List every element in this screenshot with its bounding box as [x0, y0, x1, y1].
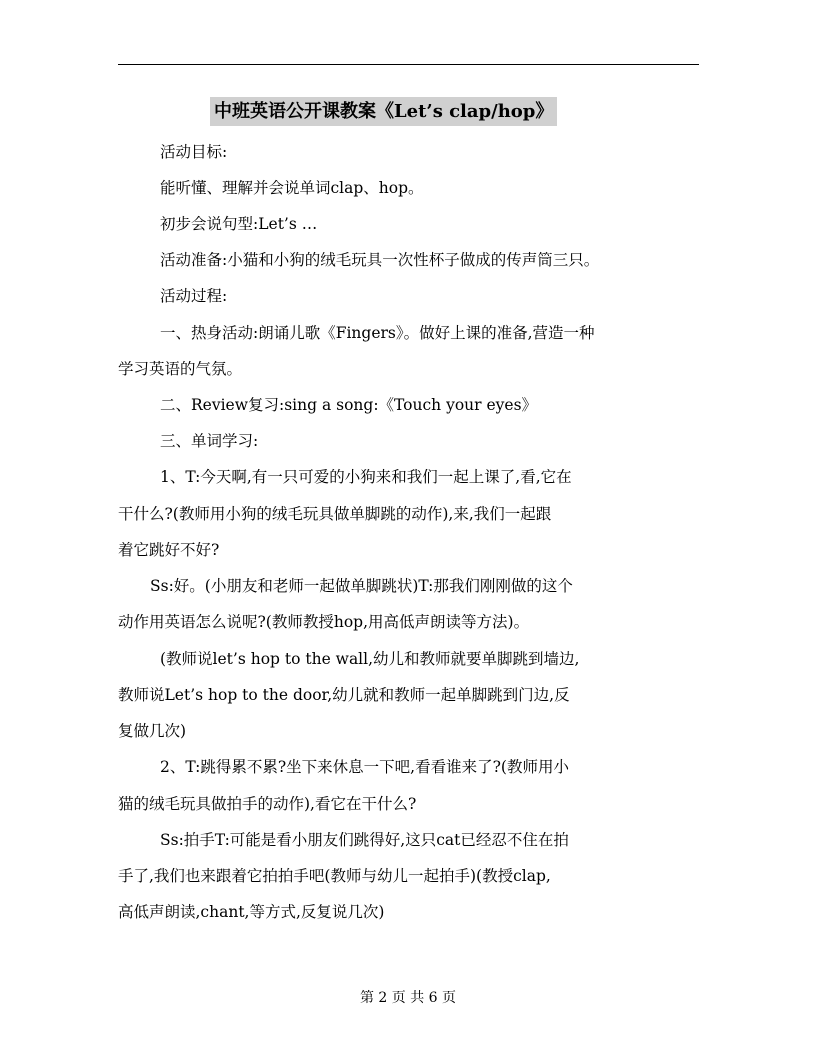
paragraph-line: 猫的绒毛玩具做拍手的动作),看它在干什么? [118, 795, 417, 813]
paragraph-line: 一、热身活动:朗诵儿歌《Fingers》。做好上课的准备,营造一种 [160, 324, 595, 342]
paragraph-line: 复做几次) [118, 722, 187, 740]
paragraph-line: 能听懂、理解并会说单词clap、hop。 [160, 179, 424, 197]
paragraph-line: 干什么?(教师用小狗的绒毛玩具做单脚跳的动作),来,我们一起跟 [118, 505, 552, 523]
paragraph-line: (教师说let’s hop to the wall,幼儿和教师就要单脚跳到墙边, [160, 650, 580, 668]
paragraph-line: 活动准备:小猫和小狗的绒毛玩具一次性杯子做成的传声筒三只。 [160, 251, 600, 269]
paragraph-line: 高低声朗读,chant,等方式,反复说几次) [118, 903, 385, 921]
paragraph-line: 三、单词学习: [160, 432, 259, 450]
paragraph-line: 教师说Let’s hop to the door,幼儿就和教师一起单脚跳到门边,反 [118, 686, 570, 704]
paragraph-line: 1、T:今天啊,有一只可爱的小狗来和我们一起上课了,看,它在 [160, 468, 572, 486]
paragraph-line: 活动目标: [160, 143, 228, 161]
paragraph-line: 学习英语的气氛。 [118, 360, 243, 378]
page-footer: 第 2 页 共 6 页 [359, 990, 457, 1006]
paragraph-line: 活动过程: [160, 287, 228, 305]
paragraph-line: 动作用英语怎么说呢?(教师教授hop,用高低声朗读等方法)。 [118, 613, 530, 631]
paragraph-line: 二、Review复习:sing a song:《Touch your eyes》 [160, 396, 538, 414]
header-rule [118, 64, 699, 65]
paragraph-line: 着它跳好不好? [118, 541, 220, 559]
document-title: 中班英语公开课教案《Let’s clap/hop》 [210, 97, 557, 126]
paragraph-line: 手了,我们也来跟着它拍拍手吧(教师与幼儿一起拍手)(教授clap, [118, 867, 551, 885]
paragraph-line: Ss:好。(小朋友和老师一起做单脚跳状)T:那我们刚刚做的这个 [150, 577, 573, 595]
paragraph-line: 初步会说句型:Let’s … [160, 215, 318, 233]
paragraph-line: Ss:拍手T:可能是看小朋友们跳得好,这只cat已经忍不住在拍 [160, 831, 569, 849]
paragraph-line: 2、T:跳得累不累?坐下来休息一下吧,看看谁来了?(教师用小 [160, 758, 569, 776]
